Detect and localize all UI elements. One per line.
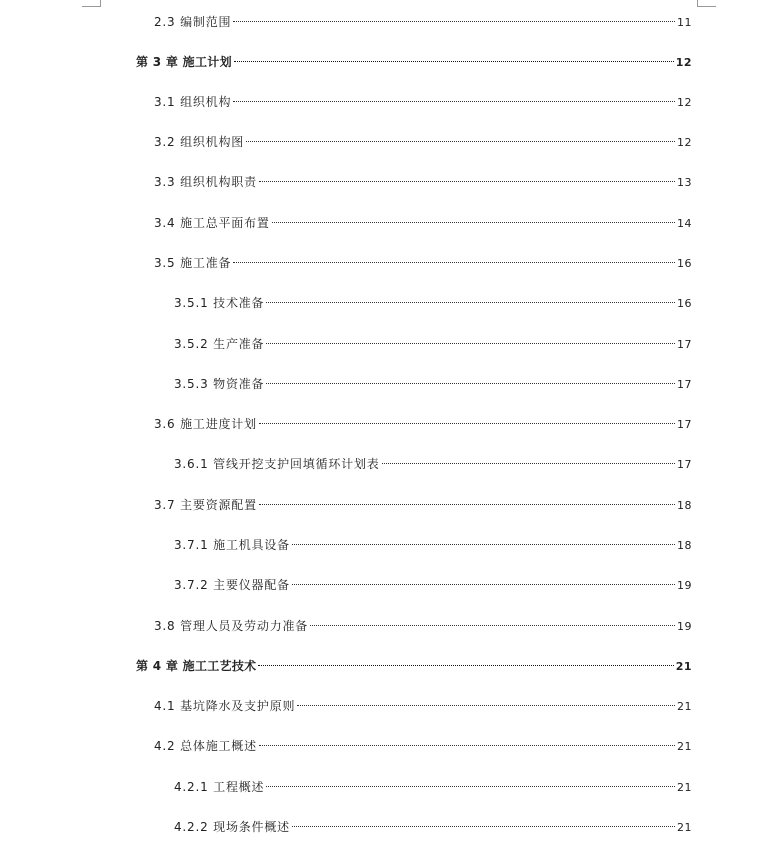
toc-entry-page: 18 — [677, 499, 692, 512]
toc-entry[interactable] — [154, 92, 692, 112]
toc-entry-label: 2.3 编制范围 — [154, 15, 232, 29]
toc-entry-page: 21 — [677, 781, 692, 794]
toc-subentry[interactable] — [174, 334, 692, 354]
toc-entry[interactable] — [154, 696, 692, 716]
toc-entry-page: 21 — [677, 740, 692, 753]
toc-entry-page: 14 — [677, 217, 692, 230]
toc-entry-label: 4.2.2 现场条件概述 — [174, 820, 290, 834]
dot-leader — [292, 544, 675, 545]
toc-entry[interactable] — [154, 616, 692, 636]
toc-entry-label: 3.6.1 管线开挖支护回填循环计划表 — [174, 457, 380, 471]
toc-subentry[interactable] — [174, 454, 692, 474]
dot-leader — [297, 705, 675, 706]
toc-subentry[interactable] — [174, 374, 692, 394]
toc-subentry[interactable] — [174, 535, 692, 555]
toc-entry-label: 第 3 章 施工计划 — [136, 55, 232, 69]
toc-entry[interactable] — [154, 736, 692, 756]
toc-entry-page: 17 — [677, 378, 692, 391]
toc-entry-label: 3.6 施工进度计划 — [154, 417, 257, 431]
toc-entry-label: 3.3 组织机构职责 — [154, 175, 257, 189]
dot-leader — [292, 826, 675, 827]
toc-entry-page: 19 — [677, 620, 692, 633]
toc-entry-label: 3.4 施工总平面布置 — [154, 216, 270, 230]
toc-entry-page: 21 — [677, 700, 692, 713]
toc-entry-label: 4.2.1 工程概述 — [174, 780, 265, 794]
toc-entry[interactable] — [154, 132, 692, 152]
toc-entry-page: 12 — [677, 96, 692, 109]
toc-entry-page: 16 — [677, 297, 692, 310]
toc-subentry[interactable] — [174, 817, 692, 837]
dot-leader — [266, 302, 675, 303]
toc-subentry[interactable] — [174, 575, 692, 595]
toc-entry[interactable] — [154, 213, 692, 233]
dot-leader — [233, 21, 675, 22]
toc-entry[interactable] — [154, 253, 692, 273]
dot-leader — [259, 745, 675, 746]
toc-entry-label: 3.8 管理人员及劳动力准备 — [154, 619, 309, 633]
toc-entry-page: 21 — [675, 660, 692, 673]
toc-entry-label: 4.2 总体施工概述 — [154, 739, 257, 753]
toc-entry[interactable] — [154, 172, 692, 192]
toc-entry-page: 13 — [677, 176, 692, 189]
toc-entry-label: 3.5.1 技术准备 — [174, 296, 265, 310]
toc-chapter-entry[interactable] — [136, 656, 692, 676]
toc-entry-label: 3.5.2 生产准备 — [174, 337, 265, 351]
toc-entry[interactable] — [154, 414, 692, 434]
dot-leader — [234, 61, 674, 62]
toc-entry-label: 4.1 基坑降水及支护原则 — [154, 699, 296, 713]
toc-entry-label: 3.5 施工准备 — [154, 256, 232, 270]
toc-entry-page: 17 — [677, 418, 692, 431]
toc-subentry[interactable] — [174, 777, 692, 797]
toc-entry-label: 3.7.2 主要仪器配备 — [174, 578, 290, 592]
toc-chapter-entry[interactable] — [136, 52, 692, 72]
toc-entry-page: 12 — [677, 136, 692, 149]
page-corner-mark-right — [697, 0, 716, 7]
dot-leader — [233, 101, 675, 102]
dot-leader — [272, 222, 675, 223]
toc-entry-page: 21 — [677, 821, 692, 834]
toc-entry-page: 17 — [677, 338, 692, 351]
dot-leader — [266, 786, 675, 787]
toc-entry-page: 11 — [677, 16, 692, 29]
toc-entry-page: 18 — [677, 539, 692, 552]
dot-leader — [382, 463, 675, 464]
toc-entry-label: 3.2 组织机构图 — [154, 135, 245, 149]
toc-entry-label: 3.7.1 施工机具设备 — [174, 538, 290, 552]
dot-leader — [266, 343, 675, 344]
dot-leader — [246, 141, 675, 142]
dot-leader — [259, 504, 675, 505]
toc-entry-page: 16 — [677, 257, 692, 270]
toc-entry-page: 12 — [675, 56, 692, 69]
dot-leader — [258, 665, 673, 666]
dot-leader — [310, 625, 675, 626]
toc-entry-label: 3.1 组织机构 — [154, 95, 232, 109]
toc-entry-label: 3.7 主要资源配置 — [154, 498, 257, 512]
toc-entry[interactable] — [154, 12, 692, 32]
toc-entry-label: 第 4 章 施工工艺技术 — [136, 659, 257, 673]
dot-leader — [233, 262, 675, 263]
dot-leader — [292, 584, 675, 585]
dot-leader — [259, 423, 675, 424]
toc-entry-page: 17 — [677, 458, 692, 471]
dot-leader — [266, 383, 675, 384]
toc-entry[interactable] — [154, 495, 692, 515]
toc-subentry[interactable] — [174, 293, 692, 313]
dot-leader — [259, 181, 675, 182]
toc-entry-label: 3.5.3 物资准备 — [174, 377, 265, 391]
toc-entry-page: 19 — [677, 579, 692, 592]
page-corner-mark-left — [82, 0, 101, 7]
